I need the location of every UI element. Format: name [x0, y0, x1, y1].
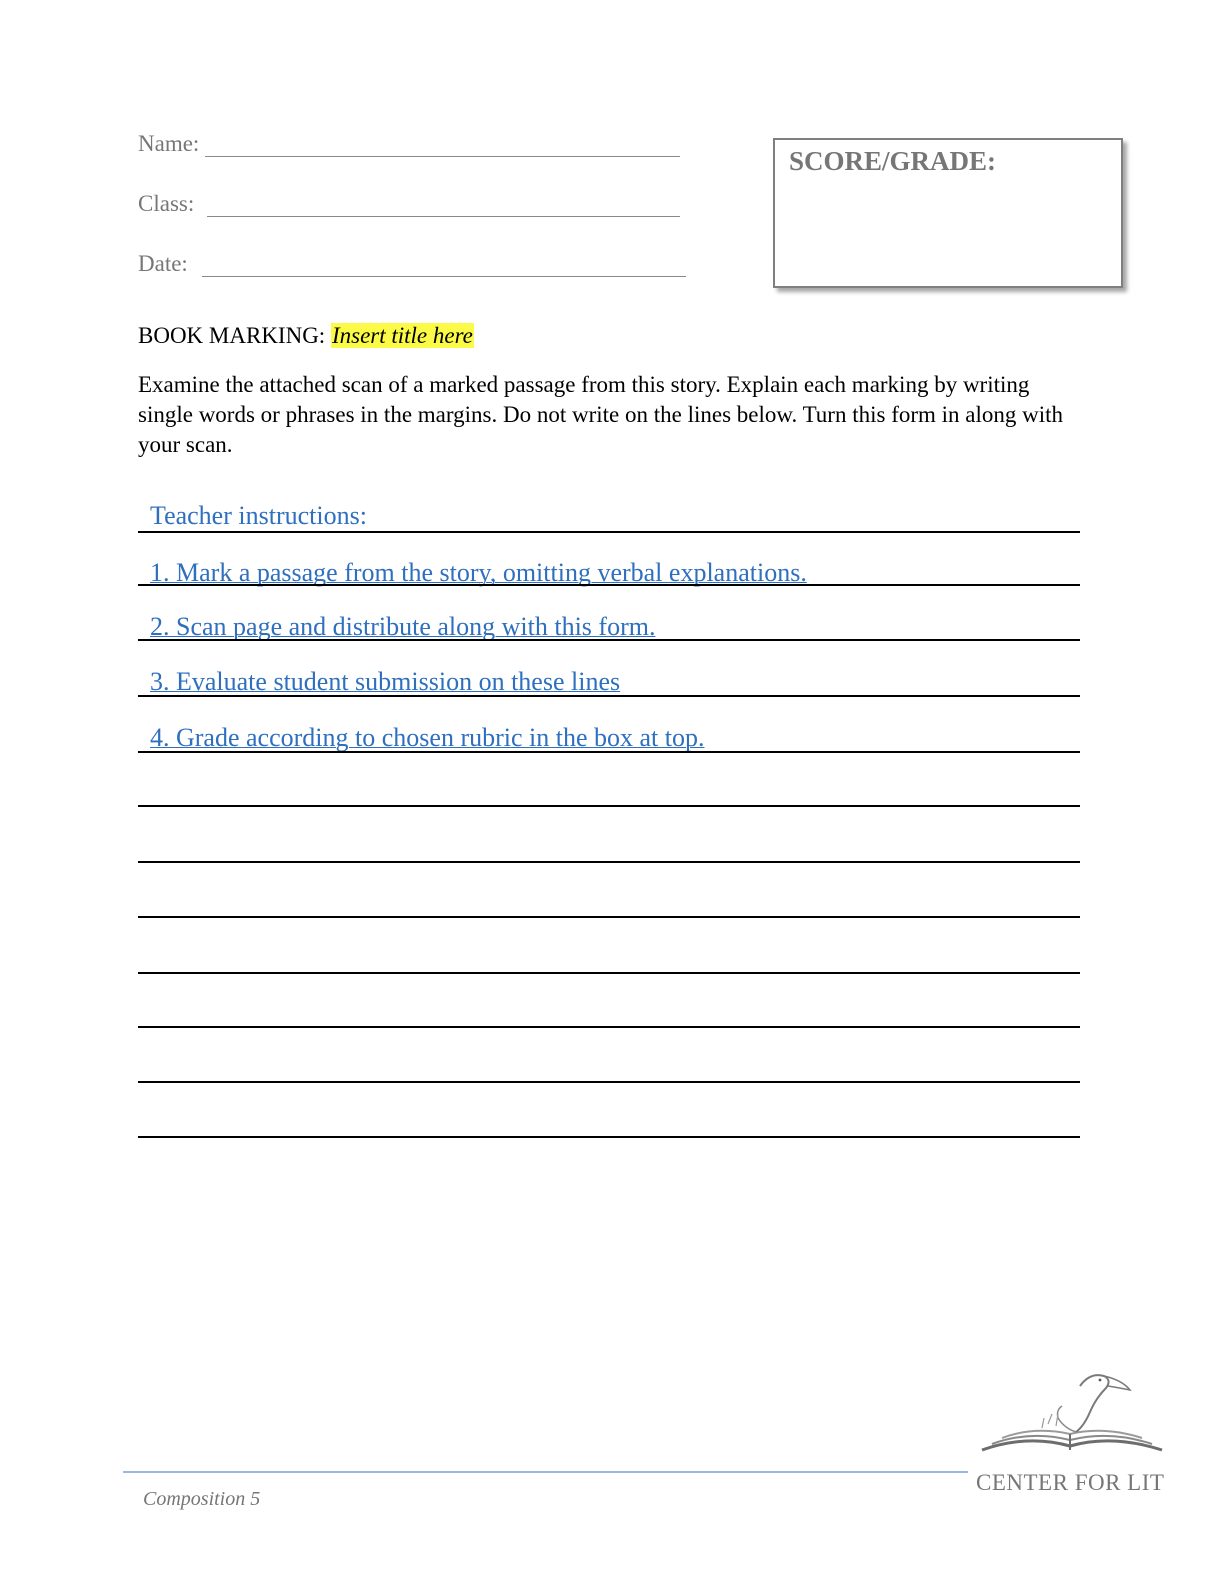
book-marking-prefix: BOOK MARKING:: [138, 323, 326, 348]
writing-line: [138, 531, 1080, 533]
writing-line: [138, 1136, 1080, 1138]
pelican-book-logo-icon: [972, 1368, 1172, 1468]
writing-line: [138, 584, 1080, 586]
writing-line: [138, 805, 1080, 807]
teacher-step-3: 3. Evaluate student submission on these lines: [150, 667, 621, 696]
writing-line: [138, 1081, 1080, 1083]
writing-line: [138, 916, 1080, 918]
title-placeholder[interactable]: Insert title here: [331, 323, 473, 348]
writing-line: [138, 861, 1080, 863]
name-field[interactable]: [205, 156, 680, 157]
teacher-instructions-heading: Teacher instructions:: [150, 501, 367, 530]
teacher-step-2: 2. Scan page and distribute along with this form.: [150, 612, 656, 641]
class-field[interactable]: [207, 216, 680, 217]
writing-line: [138, 751, 1080, 753]
name-label: Name:: [138, 131, 200, 156]
center-for-lit-brand: CENTER FOR LIT: [976, 1470, 1165, 1495]
class-label: Class:: [138, 191, 195, 216]
book-marking-heading: [138, 323, 474, 349]
footer-divider: [123, 1471, 968, 1473]
score-grade-label: SCORE/GRADE:: [789, 146, 997, 176]
score-grade-box[interactable]: [773, 138, 1123, 288]
teacher-step-1: 1. Mark a passage from the story, omitting verbal explanations.: [150, 558, 807, 587]
writing-line: [138, 639, 1080, 641]
teacher-step-4: 4. Grade according to chosen rubric in the box at top.: [150, 723, 705, 752]
date-field[interactable]: [202, 276, 686, 277]
date-label: Date:: [138, 251, 188, 276]
footer-page-label: Composition 5: [143, 1488, 261, 1510]
writing-line: [138, 695, 1080, 697]
instructions-paragraph: Examine the attached scan of a marked passage from this story. Explain each marking by writing single words or phrases in the margins. Do not write on the lines below. Turn this form in along with your scan.: [138, 372, 1064, 457]
writing-line: [138, 1026, 1080, 1028]
writing-line: [138, 972, 1080, 974]
